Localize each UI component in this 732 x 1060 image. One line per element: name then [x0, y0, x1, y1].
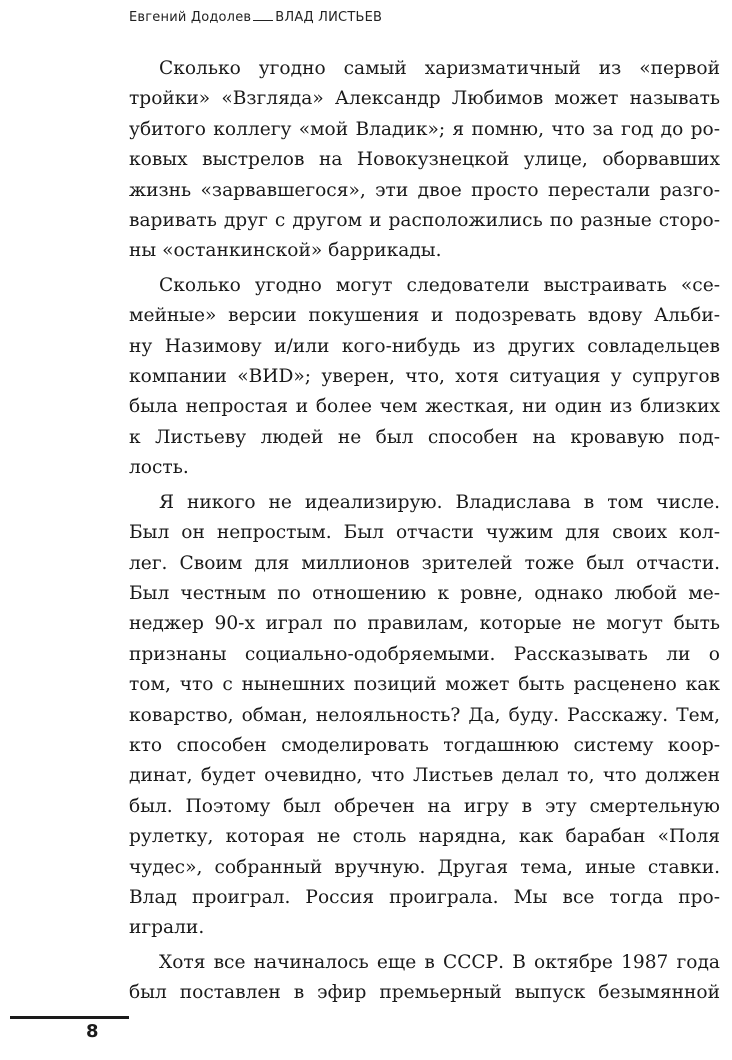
- text-line: варивать друг с другом и расположились по разные сторо-: [129, 210, 720, 232]
- paragraph: [129, 948, 720, 1009]
- text-line: неджер 90-х играл по правилам, которые не могут быть: [129, 613, 720, 635]
- text-line: компании «ВИD»; уверен, что, хотя ситуация у супругов: [129, 366, 720, 388]
- paragraph: [129, 54, 720, 267]
- text-line: играли.: [129, 917, 205, 939]
- text-line: Влад проиграл. Россия проиграла. Мы все тогда про-: [129, 886, 720, 908]
- text-line: был. Поэтому был обречен на игру в эту смертельную: [129, 795, 720, 817]
- header-author: Евгений Додолев: [129, 10, 252, 25]
- text-line: чудес», собранный вручную. Другая тема, иные ставки.: [129, 856, 720, 878]
- paragraph: [129, 488, 720, 944]
- text-line: Сколько угодно могут следователи выстраивать «се-: [159, 274, 720, 296]
- text-line: был поставлен в эфир премьерный выпуск безымянной: [129, 982, 720, 1004]
- text-line: лость.: [129, 457, 189, 479]
- header-title: ВЛАД ЛИСТЬЕВ: [275, 10, 383, 25]
- header-separator: [253, 20, 273, 21]
- text-line: жизнь «зарвавшегося», эти двое просто перестали разго-: [129, 179, 720, 201]
- text-line: признаны социально-одобряемыми. Рассказывать ли о: [129, 643, 720, 665]
- text-line: Хотя все начиналось еще в СССР. В октябре 1987 года: [159, 951, 720, 973]
- text-line: ковых выстрелов на Новокузнецкой улице, оборвавших: [129, 149, 720, 171]
- text-line: ны «останкинской» баррикады.: [129, 240, 442, 262]
- paragraph: [129, 271, 720, 484]
- text-line: рулетку, которая не столь нарядна, как барабан «Поля: [129, 826, 720, 848]
- text-line: мейные» версии покушения и подозревать вдову Альби-: [129, 305, 720, 327]
- text-line: Я никого не идеализирую. Владислава в том числе.: [159, 491, 720, 513]
- footer-rule: [10, 1016, 129, 1019]
- text-line: ну Назимову и/или кого-нибудь из других совладельцев: [129, 335, 720, 357]
- text-line: Был честным по отношению к ровне, однако любой ме-: [129, 582, 720, 604]
- running-head: [129, 10, 382, 25]
- text-line: лег. Своим для миллионов зрителей тоже был отчасти.: [129, 552, 720, 574]
- text-line: Сколько угодно самый харизматичный из «первой: [159, 58, 720, 79]
- text-line: Был он непростым. Был отчасти чужим для своих кол-: [129, 522, 720, 544]
- text-line: кто способен смоделировать тогдашнюю систему коор-: [129, 734, 720, 756]
- page-number: 8: [86, 1021, 99, 1042]
- text-body: [129, 54, 720, 1009]
- text-line: убитого коллегу «мой Владик»; я помню, что за год до ро-: [129, 118, 720, 140]
- text-line: тройки» «Взгляда» Александр Любимов может называть: [129, 88, 720, 110]
- text-line: была непростая и более чем жесткая, ни один из близких: [129, 396, 720, 418]
- text-line: динат, будет очевидно, что Листьев делал то, что должен: [129, 765, 720, 787]
- text-line: том, что с нынешних позиций может быть расценено как: [129, 674, 720, 696]
- text-line: коварство, обман, нелояльность? Да, буду. Расскажу. Тем,: [129, 704, 720, 726]
- text-line: к Листьеву людей не был способен на кровавую под-: [129, 426, 720, 448]
